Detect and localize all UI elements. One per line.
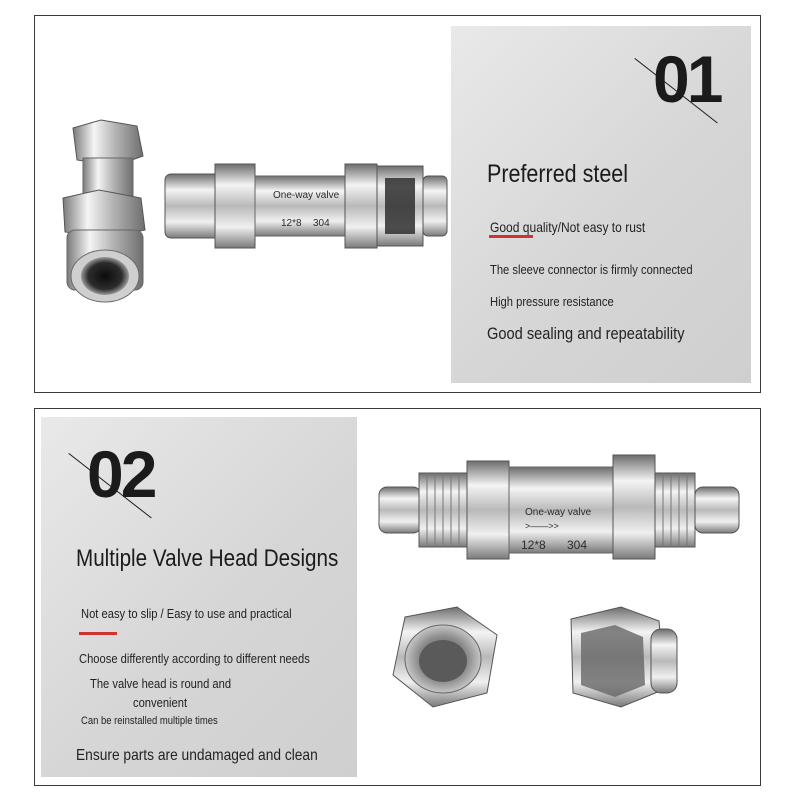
feature-text: The valve head is round and <box>90 676 232 691</box>
feature-text: Choose differently according to different needs <box>79 651 310 666</box>
cap-nut-image <box>571 607 677 707</box>
engraving-material: 304 <box>313 218 330 229</box>
accent-bar <box>489 235 533 238</box>
section-number: 02 <box>87 437 155 511</box>
flow-arrow: >——>> <box>525 521 559 531</box>
valve-body-image <box>379 455 739 559</box>
horizontal-valve-image <box>165 164 447 248</box>
feature-text: Not easy to slip / Easy to use and practical <box>81 606 292 621</box>
feature-text: Good quality/Not easy to rust <box>490 219 646 235</box>
valve-product-photo <box>45 106 455 316</box>
accent-bar <box>79 632 117 635</box>
engraving-size: 12*8 <box>521 538 546 552</box>
feature-text: Good sealing and repeatability <box>487 324 685 343</box>
section-number: 01 <box>653 42 721 116</box>
section-title: Preferred steel <box>487 160 629 188</box>
engraving-material: 304 <box>567 538 588 552</box>
engraving-label: One-way valve <box>525 507 592 518</box>
feature-panel-valve-heads <box>34 408 761 786</box>
feature-text: convenient <box>133 695 188 710</box>
hex-nut-image <box>393 607 497 707</box>
valve-product-photo <box>375 449 745 749</box>
section-title: Multiple Valve Head Designs <box>76 545 339 572</box>
feature-text: The sleeve connector is firmly connected <box>490 262 693 277</box>
engraving-label: One-way valve <box>273 190 340 201</box>
feature-text: Ensure parts are undamaged and clean <box>76 747 318 764</box>
feature-panel-preferred-steel <box>34 15 761 393</box>
feature-text: Can be reinstalled multiple times <box>81 715 218 727</box>
vertical-valve-image <box>63 120 145 302</box>
feature-text: High pressure resistance <box>490 294 614 309</box>
engraving-size: 12*8 <box>281 218 302 229</box>
